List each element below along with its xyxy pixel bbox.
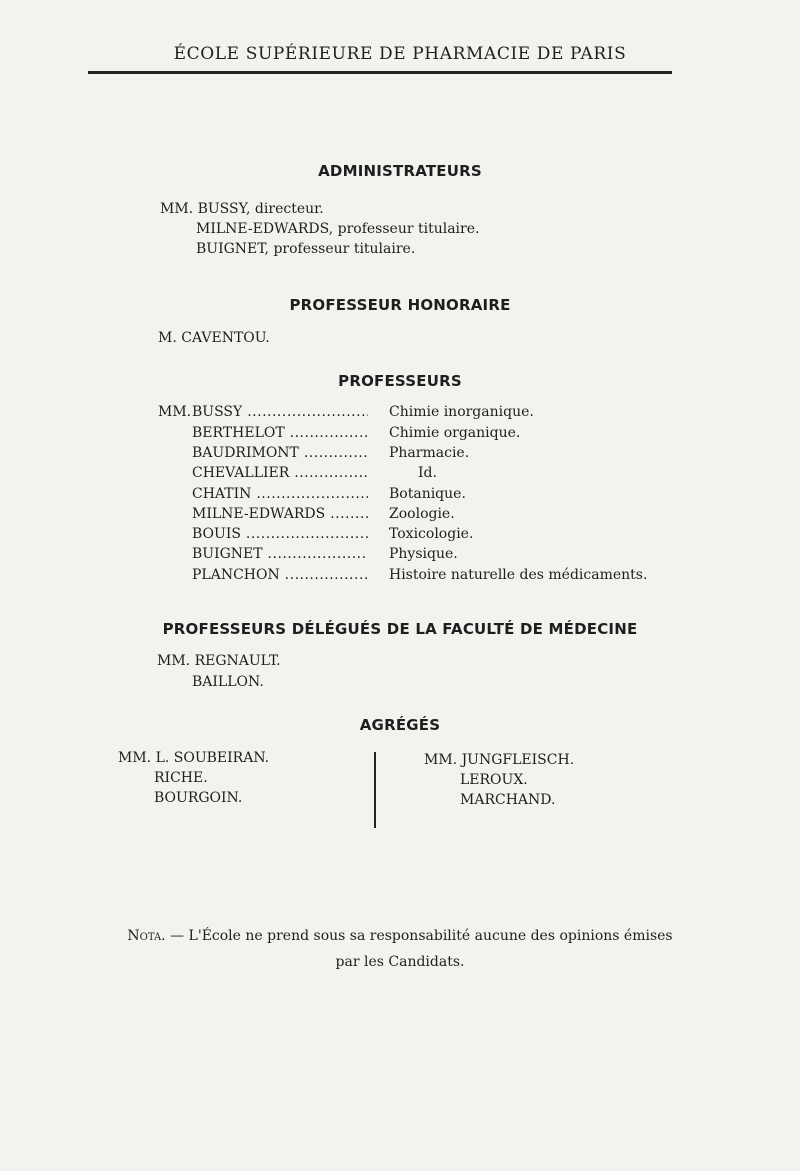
professor-subject: Chimie inorganique. [389,404,534,420]
professor-subject: Physique. [389,546,458,562]
page-header-title: ÉCOLE SUPÉRIEURE DE PHARMACIE DE PARIS [173,44,627,64]
professor-row [0,567,800,587]
professor-row [0,486,800,506]
professor-row [0,445,800,465]
admin-line-2: MILNE-EDWARDS, professeur titulaire. [196,221,480,237]
professor-row [0,526,800,546]
professor-subject: Zoologie. [389,506,455,522]
professor-subject: Botanique. [389,486,466,502]
professor-subject: Id. [418,465,437,481]
professor-row [0,425,800,445]
admin-line-3: BUIGNET, professeur titulaire. [196,241,416,257]
agrege-left-2: RICHE. [154,770,208,786]
professor-subject: Toxicologie. [389,526,474,542]
professor-name: BERTHELOT ..... [192,425,368,441]
delegue-line-2: BAILLON. [192,674,264,690]
professor-name: BUIGNET ..... [192,546,368,562]
professor-prefix: MM. [158,404,192,420]
agrege-left-1: MM. L. SOUBEIRAN. [118,750,270,766]
nota-line-2: par les Candidats. [335,954,465,970]
section-heading-administrateurs: ADMINISTRATEURS [318,162,482,180]
professor-subject: Histoire naturelle des médicaments. [389,567,648,583]
agreges-column-divider [374,752,376,828]
section-heading-agreges: AGRÉGÉS [359,716,441,734]
professor-name: BAUDRIMONT ..... [192,445,368,461]
agrege-right-2: LEROUX. [460,772,528,788]
section-heading-honoraire: PROFESSEUR HONORAIRE [289,296,511,314]
header-rule [88,71,672,74]
section-heading-delegues: PROFESSEURS DÉLÉGUÉS DE LA FACULTÉ DE MÉDECINE [162,620,638,638]
professor-name: PLANCHON ..... [192,567,368,583]
professor-name: CHEVALLIER ..... [192,465,368,481]
agrege-left-3: BOURGOIN. [154,790,243,806]
professor-row [0,546,800,566]
professor-subject: Pharmacie. [389,445,470,461]
professor-name: BOUIS ..... [192,526,368,542]
admin-line-1: MM. BUSSY, directeur. [160,201,324,217]
honoraire-line: M. CAVENTOU. [158,330,270,346]
professor-name: MILNE-EDWARDS ..... [192,506,368,522]
nota-label: Nota. [127,928,166,944]
professor-name: CHATIN ..... [192,486,368,502]
section-heading-professeurs: PROFESSEURS [338,372,462,390]
agrege-right-1: MM. JUNGFLEISCH. [424,752,575,768]
professor-subject: Chimie organique. [389,425,521,441]
professor-name: BUSSY ..... [192,404,368,420]
agrege-right-3: MARCHAND. [460,792,556,808]
nota-line-1 [0,928,800,944]
delegue-line-1: MM. REGNAULT. [157,653,281,669]
professor-row [0,404,800,424]
professor-row [0,465,800,485]
nota-text: — L'École ne prend sous sa responsabilité aucune des opinions émises [170,928,673,944]
professor-row [0,506,800,526]
